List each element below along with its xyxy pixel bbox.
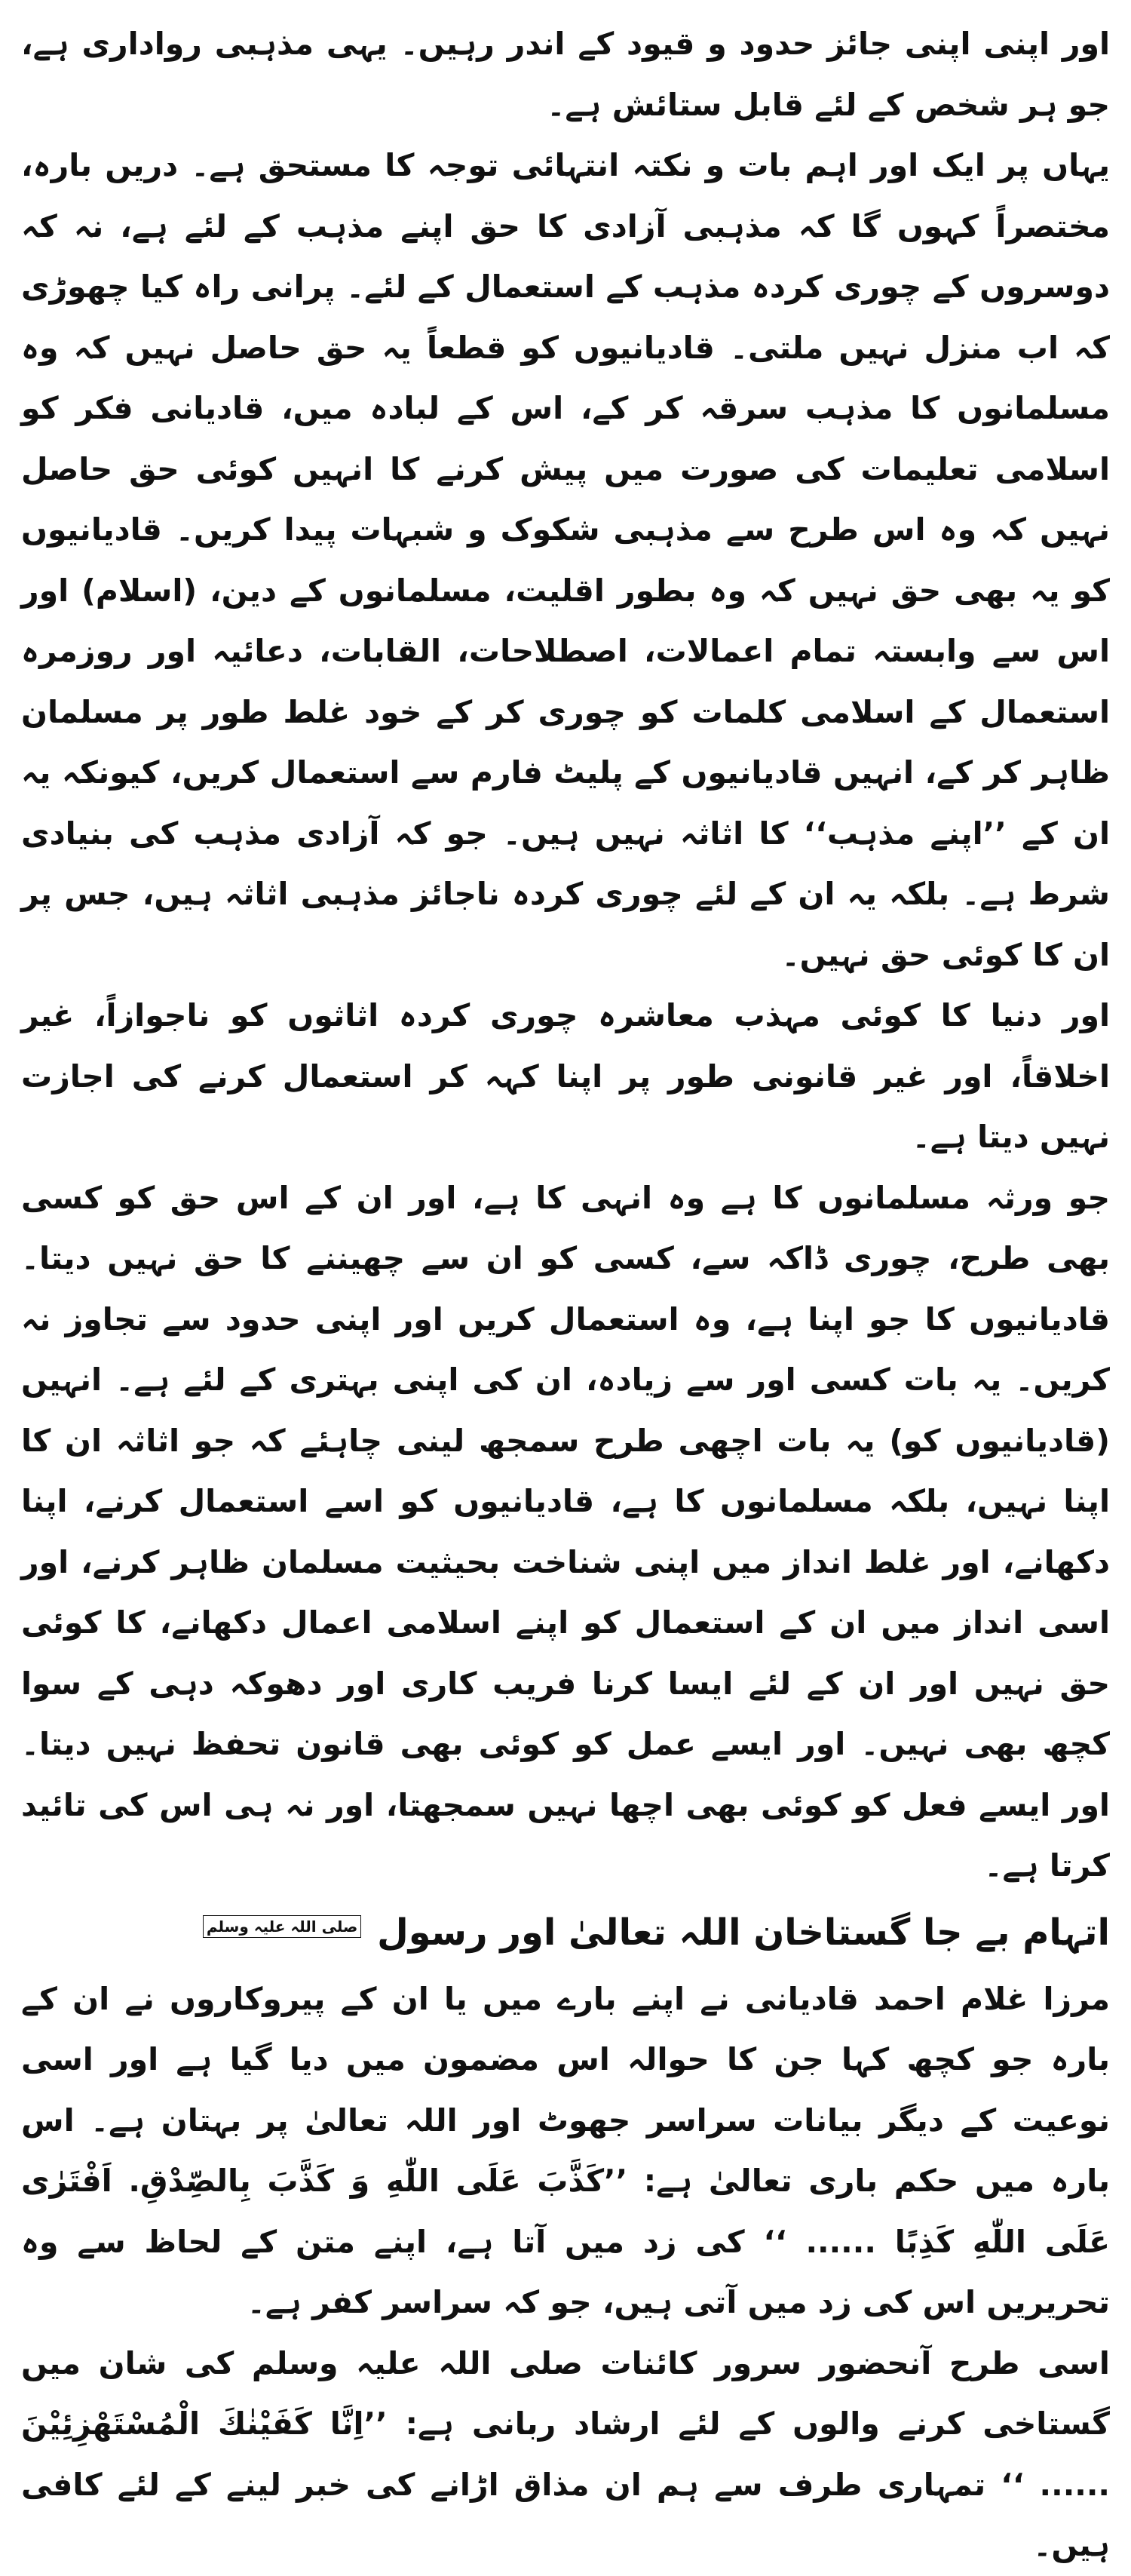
paragraph-religious-tolerance: اور اپنی اپنی جائز حدود و قیود کے اندر رہیں۔ یہی مذہبی رواداری ہے، جو ہر شخص کے لئے قابل ستائش ہے۔ xyxy=(21,26,1110,123)
section-heading xyxy=(21,1896,1110,1969)
paragraph-divine-command: اسی طرح آنحضور سرور کائنات صلی اللہ علیہ وسلم کی شان میں گستاخی کرنے والوں کے لئے ارشاد ربانی ہے: ’’اِنَّا كَفَيْنٰكَ الْمُسْتَهْزِئِيْنَ ...... ‘‘ تمہاری طرف سے ہم ان مذاق اڑانے کی خبر لینے کے لئے کافی ہیں۔ xyxy=(21,2344,1110,2563)
section-heading-text: اتہام بے جا گستاخان اللہ تعالیٰ اور رسول xyxy=(377,1911,1110,1954)
salawat-honorific: صلی اللہ علیہ وسلم xyxy=(203,1915,362,1938)
paragraph-religious-freedom: یہاں پر ایک اور اہم بات و نکتہ انتہائی توجہ کا مستحق ہے۔ دریں بارہ، مختصراً کہوں گا کہ مذہبی آزادی کا حق اپنے مذہب کے لئے ہے، نہ کہ دوسروں کے چوری کردہ مذہب کے استعمال کے لئے۔ پرانی راہ کیا چھوڑی کہ اب منزل نہیں ملتی۔ قادیانیوں کو قطعاً یہ حق حاصل نہیں کہ وہ مسلمانوں کا مذہب سرقہ کر کے، اس کے لبادہ میں، قادیانی فکر کو اسلامی تعلیمات کی صورت میں پیش کرنے کا انہیں کوئی حق حاصل نہیں کہ وہ اس طرح سے مذہبی شکوک و شبہات پیدا کریں۔ قادیانیوں کو یہ بھی حق نہیں کہ وہ بطور اقلیت، مسلمانوں کے دین، (اسلام) اور اس سے وابستہ تمام اعمالات، اصطلاحات، القابات، دعائیہ اور روزمرہ استعمال کے اسلامی کلمات کو چوری کر کے خود غلط طور پر مسلمان ظاہر کر کے، انہیں قادیانیوں کے پلیٹ فارم سے استعمال کریں، کیونکہ یہ ان کے ’’اپنے مذہب‘‘ کا اثاثہ نہیں ہیں۔ جو کہ آزادی مذہب کی بنیادی شرط ہے۔ بلکہ یہ ان کے لئے چوری کردہ ناجائز مذہبی اثاثہ ہیں، جس پر ان کا کوئی حق نہیں۔ xyxy=(21,147,1110,973)
paragraph-mirza-statements: مرزا غلام احمد قادیانی نے اپنے بارے میں یا ان کے پیروکاروں نے ان کے بارہ جو کچھ کہا جن کا حوالہ اس مضمون میں دیا گیا ہے اور اسی نوعیت کے دیگر بیانات سراسر جھوٹ اور اللہ تعالیٰ پر بہتان ہے۔ اس بارہ میں حکم باری تعالیٰ ہے: ’’كَذَّبَ عَلَى اللّٰهِ وَ كَذَّبَ بِالصِّدْقِ. اَفْتَرٰى عَلَى اللّٰهِ كَذِبًا ...... ‘‘ کی زد میں آتا ہے، اپنے متن کے لحاظ سے وہ تحریریں اس کی زد میں آتی ہیں، جو کہ سراسر کفر ہے۔ xyxy=(21,1980,1110,2320)
paragraph-stolen-assets: اور دنیا کا کوئی مہذب معاشرہ چوری کردہ اثاثوں کو ناجوازاً، غیر اخلاقاً، اور غیر قانونی طور پر اپنا کہہ کر استعمال کرنے کی اجازت نہیں دیتا ہے۔ xyxy=(21,997,1110,1155)
paragraph-muslim-heritage: جو ورثہ مسلمانوں کا ہے وہ انہی کا ہے، اور ان کے اس حق کو کسی بھی طرح، چوری ڈاکہ سے، کسی کو ان سے چھیننے کا حق نہیں دیتا۔ قادیانیوں کا جو اپنا ہے، وہ استعمال کریں اور اپنی حدود سے تجاوز نہ کریں۔ یہ بات کسی اور سے زیادہ، ان کی اپنی بہتری کے لئے ہے۔ انہیں (قادیانیوں کو) یہ بات اچھی طرح سمجھ لینی چاہئے کہ جو اثاثہ ان کا اپنا نہیں، بلکہ مسلمانوں کا ہے، قادیانیوں کو اسے استعمال کرنے، اپنا دکھانے، اور غلط انداز میں اپنی شناخت بحیثیت مسلمان ظاہر کرنے، اور اسی انداز میں ان کے استعمال کو اپنے اسلامی اعمال دکھانے، کا کوئی حق نہیں اور ان کے لئے ایسا کرنا فریب کاری اور دھوکہ دہی کے سوا کچھ بھی نہیں۔ اور ایسے عمل کو کوئی بھی قانون تحفظ نہیں دیتا۔ اور ایسے فعل کو کوئی بھی اچھا نہیں سمجھتا، اور نہ ہی اس کی تائید کرتا ہے۔ xyxy=(21,1179,1110,1884)
document-page xyxy=(21,14,1110,2563)
